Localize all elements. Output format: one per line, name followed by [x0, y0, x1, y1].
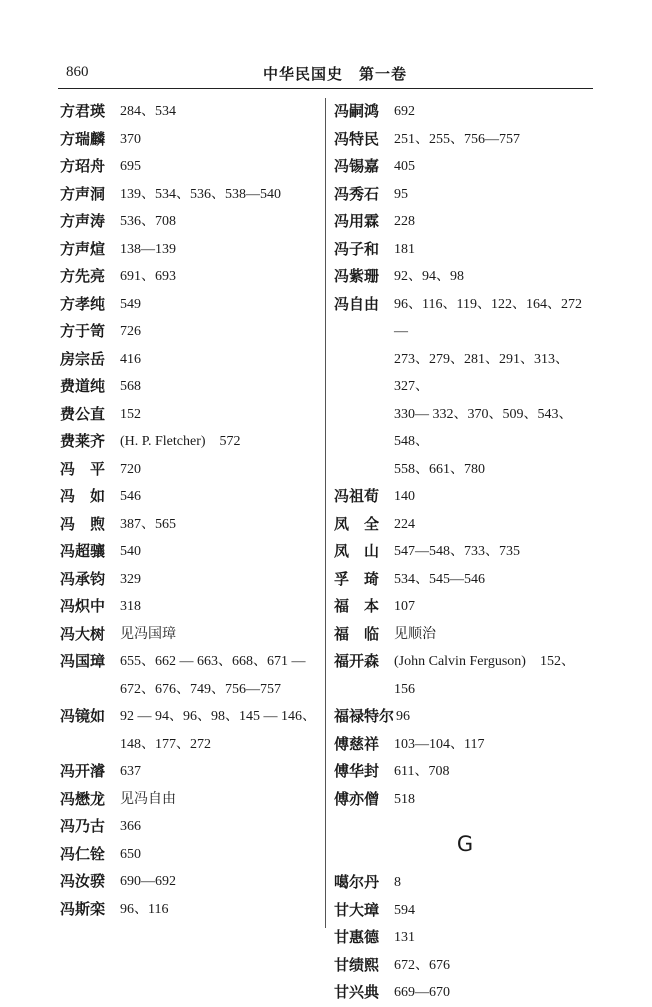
entry-name: 方玿舟 [60, 157, 106, 175]
entry-name: 方声煊 [60, 239, 106, 258]
entry-name: 福 临 [334, 624, 380, 643]
index-entry [60, 648, 322, 703]
entry-page-refs: 546 [120, 489, 141, 504]
entry-name: 冯嗣鸿 [334, 102, 380, 120]
entry-name: 冯承钧 [60, 569, 106, 588]
book-title: 中华民国史 第一卷 [263, 65, 408, 83]
index-entry [334, 648, 596, 703]
entry-name: 福开森 [334, 652, 380, 670]
column-divider [325, 98, 326, 928]
entry-name: 冯自由 [334, 294, 380, 313]
index-column-right [334, 98, 596, 1007]
entry-page-refs: 534、545—546 [394, 571, 485, 587]
index-entry [334, 538, 596, 566]
entry-name: 方于笥 [60, 322, 106, 340]
entry-name: 凤 全 [334, 514, 380, 533]
entry-name: 冯大树 [60, 624, 106, 643]
index-entry [334, 786, 596, 814]
index-entry [334, 869, 596, 897]
entry-page-refs: 131 [394, 930, 415, 945]
index-entry [334, 758, 596, 786]
entry-name: 冯秀石 [334, 184, 380, 203]
index-entry [60, 868, 322, 896]
index-entry [334, 153, 596, 181]
index-entry [334, 208, 596, 236]
index-entry [334, 952, 596, 980]
entry-page-refs: 650 [120, 846, 141, 862]
entry-name: 傅亦僧 [334, 789, 380, 808]
index-entry [60, 813, 322, 841]
entry-name: 福禄特尔 [334, 707, 395, 725]
entry-name: 冯斯栾 [60, 899, 106, 918]
entry-page-refs: 540 [120, 544, 141, 559]
entry-page-refs: 611、708 [394, 764, 450, 779]
running-header [58, 60, 593, 89]
index-entry [60, 566, 322, 594]
index-entry [334, 621, 596, 649]
index-entry [60, 456, 322, 484]
entry-name: 冯紫珊 [334, 267, 380, 285]
index-entry [334, 924, 596, 952]
index-column-left [60, 98, 322, 923]
entry-name: 冯开濬 [60, 762, 106, 780]
entry-name: 凤 山 [334, 542, 380, 560]
entry-name: 冯子和 [334, 239, 380, 258]
entry-name: 方孝纯 [60, 294, 106, 313]
index-entry [334, 181, 596, 209]
entry-name: 冯锡嘉 [334, 157, 380, 175]
entry-page-refs: 691、693 [120, 269, 176, 284]
entry-page-refs: 669—670 [394, 985, 450, 1000]
entry-page-refs: 228 [394, 214, 415, 229]
index-entry [60, 291, 322, 319]
entry-name: 甘大璋 [334, 900, 380, 919]
index-entry [60, 786, 322, 814]
entry-name: 冯超骧 [60, 542, 106, 560]
index-entry [60, 318, 322, 346]
index-entry [60, 511, 322, 539]
entry-page-refs: 366 [120, 819, 141, 834]
entry-page-refs: 见顺治 [394, 626, 436, 642]
entry-name: 冯 如 [60, 487, 106, 505]
index-entry [60, 98, 322, 126]
index-entry [60, 593, 322, 621]
entry-page-refs: 318 [120, 599, 141, 614]
entry-page-refs: 568 [120, 379, 141, 394]
entry-page-refs: 690—692 [120, 874, 176, 889]
index-entry [60, 373, 322, 401]
entry-page-refs: 95 [394, 186, 408, 202]
index-entry [334, 566, 596, 594]
index-entry [60, 208, 322, 236]
entry-page-refs: 224 [394, 516, 415, 532]
index-entry [60, 538, 322, 566]
entry-page-refs: 见冯国璋 [120, 626, 176, 642]
entry-page-refs: 8 [394, 875, 401, 890]
index-entry [334, 98, 596, 126]
entry-page-refs: 416 [120, 351, 141, 367]
entry-name: 甘兴典 [334, 983, 380, 1001]
entry-page-refs: 139、534、536、538—540 [120, 186, 281, 202]
entry-page-refs: 140 [394, 489, 415, 504]
index-entry [334, 263, 596, 291]
entry-name: 方先亮 [60, 267, 106, 285]
entry-name: 冯特民 [334, 129, 380, 148]
entry-page-refs: 152 [120, 406, 141, 422]
index-entry [334, 483, 596, 511]
index-entry [334, 703, 596, 731]
entry-page-refs: 251、255、756—757 [394, 131, 520, 147]
entry-page-refs: 329 [120, 571, 141, 587]
index-entry [60, 346, 322, 374]
entry-page-refs: 672、676 [394, 957, 450, 973]
entry-page-refs: 518 [394, 791, 415, 807]
index-entry [60, 841, 322, 869]
index-entry [60, 703, 322, 758]
index-entry [60, 236, 322, 264]
entry-name: 孚 琦 [334, 569, 380, 588]
entry-page-refs: 655、662 — 663、668、671 — 672、676、749、756—757 [120, 654, 306, 697]
entry-name: 冯汝骙 [60, 872, 106, 890]
entry-name: 冯乃古 [60, 817, 106, 835]
entry-page-refs: 726 [120, 324, 141, 339]
entry-page-refs: 138—139 [120, 241, 176, 257]
entry-name: 甘绩熙 [334, 955, 380, 974]
entry-name: 冯镜如 [60, 707, 106, 725]
entry-page-refs: 405 [394, 159, 415, 174]
entry-name: 冯国璋 [60, 652, 106, 670]
page-number: 860 [66, 64, 89, 80]
index-entry [334, 236, 596, 264]
section-letter-heading: G [456, 832, 474, 856]
entry-page-refs: 594 [394, 902, 415, 918]
index-entry [60, 126, 322, 154]
entry-page-refs: 387、565 [120, 516, 176, 532]
entry-page-refs: 692 [394, 104, 415, 119]
index-entry [334, 126, 596, 154]
entry-name: 福 本 [334, 597, 380, 615]
index-entry [334, 979, 596, 1007]
entry-name: 傅华封 [334, 762, 380, 780]
entry-name: 房宗岳 [60, 349, 106, 368]
entry-page-refs: 96 [396, 709, 411, 724]
index-entry [60, 181, 322, 209]
entry-page-refs: 103—104、117 [394, 736, 485, 752]
entry-page-refs: 695 [120, 159, 141, 174]
index-entry [334, 593, 596, 621]
entry-page-refs: 370 [120, 131, 141, 147]
entry-name: 方声洞 [60, 184, 106, 203]
entry-name: 方瑞麟 [60, 129, 106, 148]
entry-name: 方君瑛 [60, 102, 106, 120]
entry-page-refs: 96、116 [120, 901, 169, 917]
entry-name: 冯用霖 [334, 212, 380, 230]
entry-page-refs: 637 [120, 764, 141, 779]
entry-name: 冯炽中 [60, 597, 106, 615]
entry-page-refs: 96、116、119、122、164、272 — 273、279、281、291、313、327、 330— 332、370、509、543、548、 558、661、780 [394, 296, 582, 477]
entry-page-refs: 见冯自由 [120, 791, 176, 807]
entry-page-refs: 181 [394, 241, 415, 257]
index-entry [60, 153, 322, 181]
entry-name: 冯懋龙 [60, 789, 106, 808]
entry-name: 傅慈祥 [334, 734, 380, 753]
entry-page-refs: 549 [120, 296, 141, 312]
index-entry [60, 428, 322, 456]
entry-page-refs: 284、534 [120, 104, 176, 119]
entry-name: 冯仁铨 [60, 844, 106, 863]
entry-page-refs: 107 [394, 599, 415, 614]
entry-page-refs: 92 — 94、96、98、145 — 146、 148、177、272 [120, 709, 316, 752]
index-entry [334, 897, 596, 925]
index-entry [60, 758, 322, 786]
entry-name: 方声涛 [60, 212, 106, 230]
index-entry [60, 401, 322, 429]
index-entry [60, 263, 322, 291]
index-entry [60, 621, 322, 649]
index-entry [60, 896, 322, 924]
entry-name: 冯 平 [60, 459, 106, 478]
entry-name: 费公直 [60, 404, 106, 423]
entry-name: 噶尔丹 [334, 873, 380, 891]
entry-name: 甘惠德 [334, 928, 380, 946]
entry-name: 费道纯 [60, 377, 106, 395]
entry-page-refs: 536、708 [120, 214, 176, 229]
entry-page-refs: 547—548、733、735 [394, 544, 520, 559]
entry-page-refs: (John Calvin Ferguson) 152、 156 [394, 654, 575, 697]
entry-name: 冯 煦 [60, 514, 106, 533]
entry-name: 冯祖荀 [334, 487, 380, 505]
entry-name: 费莱齐 [60, 432, 106, 450]
entry-page-refs: (H. P. Fletcher) 572 [120, 434, 241, 449]
entry-page-refs: 720 [120, 461, 141, 477]
index-entry [334, 731, 596, 759]
index-entry [334, 291, 596, 484]
index-entry [60, 483, 322, 511]
entry-page-refs: 92、94、98 [394, 269, 464, 284]
index-entry [334, 511, 596, 539]
